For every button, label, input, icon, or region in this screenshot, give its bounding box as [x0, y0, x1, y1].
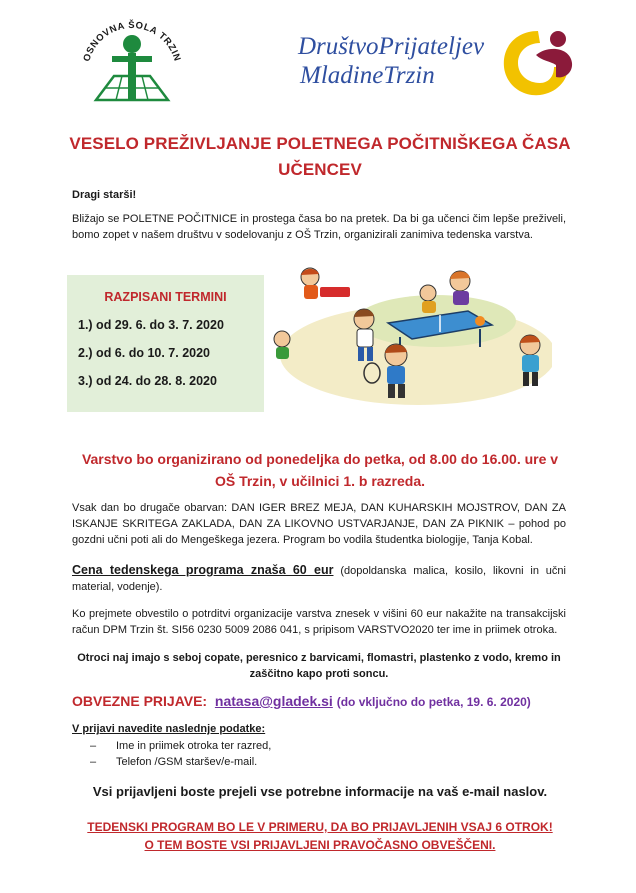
list-item: – Ime in priimek otroka ter razred, [90, 740, 272, 752]
price-paragraph [72, 562, 566, 595]
association-name-line1: DruštvoPrijateljev [298, 33, 485, 60]
schedule-statement: Varstvo bo organizirano od ponedeljka do petka, od 8.00 do 16.00. ure v OŠ Trzin, v učilnici 1. b razreda. [81, 451, 559, 489]
info-statement: Vsi prijavljeni boste prejeli vse potrebne informacije na vaš e-mail naslov. [92, 784, 548, 799]
page-title: VESELO PREŽIVLJANJE POLETNEGA POČITNIŠKEGA ČASA UČENCEV [69, 134, 571, 179]
price-details: (dopoldanska malica, kosilo, likovni in učni material, vodenje). [72, 565, 566, 593]
association-name [298, 32, 498, 90]
price-highlight: Cena tedenskega programa znaša 60 eur [72, 563, 334, 577]
payment-paragraph: Ko prejmete obvestilo o potrditvi organizacije varstva znesek v višini 60 eur nakažite na transakcijski račun DPM Trzin št. SI56 0230 5009 2086 041, s pripisom VARSTVO2020 ter ime in priimek otroka. [72, 608, 566, 636]
items-to-bring: Otroci naj imajo s seboj copate, peresnico z barvicami, flomastri, plastenko z vodo, kremo in zaščitno kapo proti soncu. [77, 652, 561, 680]
svg-text:OSNOVNA ŠOLA TRZIN: OSNOVNA ŠOLA TRZIN [81, 19, 183, 63]
registration-label: OBVEZNE PRIJAVE: [72, 693, 208, 709]
association-name-line2: MladineTrzin [300, 62, 435, 89]
list-item: – Telefon /GSM staršev/e-mail. [90, 756, 258, 768]
registration-line [72, 693, 566, 709]
kids-playing-illustration [268, 263, 552, 409]
school-logo [76, 14, 188, 104]
minimum-participants-warning [60, 818, 580, 854]
list-item-text: Ime in priimek otroka ter razred, [116, 740, 272, 752]
term-item: 3.) od 24. do 28. 8. 2020 [78, 374, 217, 388]
registration-email-link[interactable]: natasa@gladek.si [214, 693, 333, 709]
intro-paragraph: Bližajo se POLETNE POČITNICE in prostega časa bo na pretek. Da bi ga učenci čim lepše preživeli, bomo zopet v našem društvu v sodelovanju z OŠ Trzin, organizirali zanimiva tedenska varstva. [72, 213, 566, 241]
required-data-heading: V prijavi navedite naslednje podatke: [72, 723, 266, 735]
association-logo [498, 25, 578, 101]
list-item-text: Telefon /GSM staršev/e-mail. [116, 756, 258, 768]
term-item: 2.) od 6. do 10. 7. 2020 [78, 346, 211, 360]
term-item: 1.) od 29. 6. do 3. 7. 2020 [78, 318, 224, 332]
warning-line-2: O TEM BOSTE VSI PRIJAVLJENI PRAVOČASNO OBVEŠČENI. [144, 838, 496, 852]
daily-program-paragraph: Vsak dan bo drugače obarvan: DAN IGER BREZ MEJA, DAN KUHARSKIH MOJSTROV, DAN ZA ISKANJE SKRITEGA ZAKLADA, DAN ZA LIKOVNO USTVARJANJE, DAN ZA PIKNIK – pohod po gozdni učni poti ali do Mengeškega jezera. Program bo vodila študentka biologije, Tanja Kobal. [72, 502, 566, 546]
terms-box [67, 275, 264, 412]
warning-line-1: TEDENSKI PROGRAM BO LE V PRIMERU, DA BO PRIJAVLJENIH VSAJ 6 OTROK! [87, 820, 553, 834]
greeting: Dragi starši! [72, 189, 137, 201]
terms-heading: RAZPISANI TERMINI [104, 290, 227, 304]
registration-deadline: (do vključno do petka, 19. 6. 2020) [336, 695, 531, 709]
